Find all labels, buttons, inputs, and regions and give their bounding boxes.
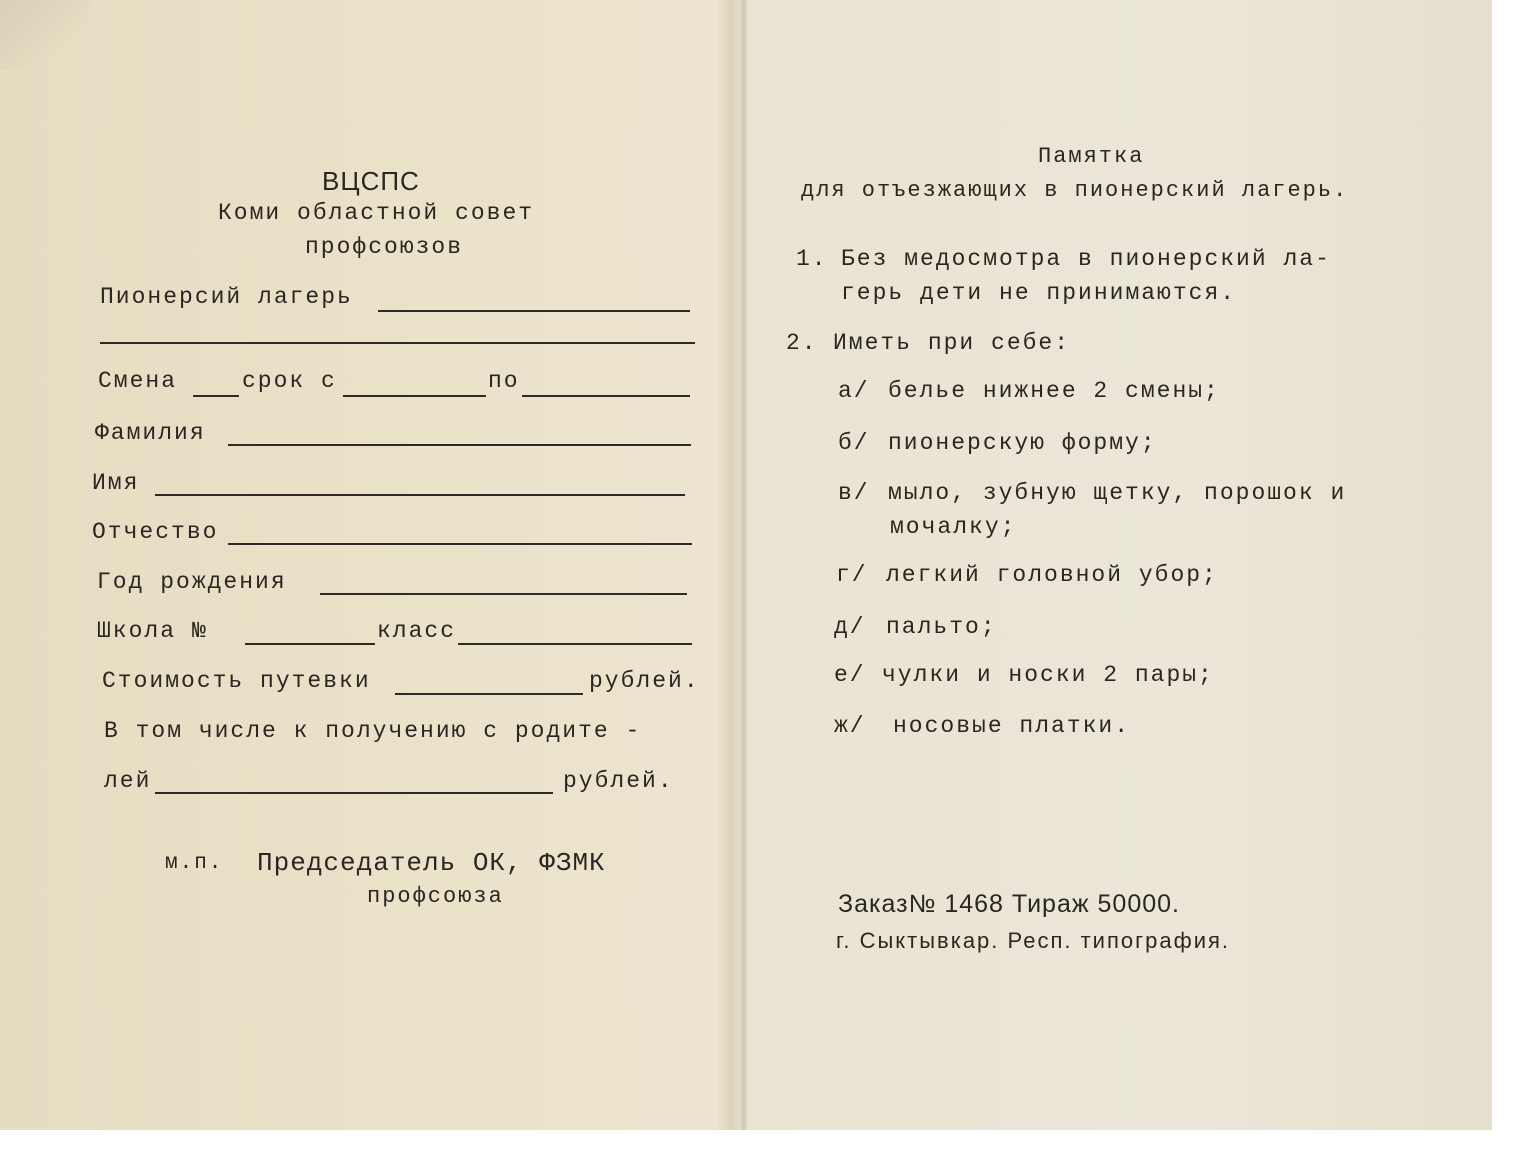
fold-crease: [740, 0, 748, 1130]
name-blank[interactable]: [155, 494, 685, 496]
shift-blank[interactable]: [193, 395, 239, 397]
list-item-text: пальто;: [886, 614, 997, 640]
list-item-text: носовые платки.: [893, 713, 1131, 739]
council-line-2: профсоюзов: [305, 234, 464, 260]
camp-blank[interactable]: [378, 310, 690, 312]
cost-unit: рублей.: [589, 668, 700, 694]
term-from-blank[interactable]: [343, 395, 486, 397]
parents-line-1: В том числе к получению с родите -: [104, 718, 642, 744]
list-item-text: мыло, зубную щетку, порошок и: [888, 480, 1347, 506]
memo-title: Памятка: [1038, 144, 1145, 169]
shift-label: Смена: [98, 368, 178, 394]
list-item-text: легкий головной убор;: [886, 562, 1218, 588]
item-1-line-1: Без медосмотра в пионерский ла-: [841, 246, 1331, 272]
camp-blank-2[interactable]: [100, 342, 695, 344]
school-blank[interactable]: [245, 643, 375, 645]
chairman-line-1: Председатель ОК, ФЗМК: [257, 848, 606, 878]
item-1-line-2: герь дети не принимаются.: [841, 280, 1237, 306]
list-item-mark: а/: [838, 378, 870, 404]
parents-line-2: лей: [104, 768, 152, 794]
org-title: ВЦСПС: [322, 166, 420, 196]
order-info: Заказ№ 1468 Тираж 50000.: [838, 890, 1180, 918]
list-item-mark: в/: [838, 480, 870, 506]
list-item-text: чулки и носки 2 пары;: [882, 662, 1214, 688]
memo-subtitle: для отъезжающих в пионерский лагерь.: [801, 178, 1349, 203]
printer-info: г. Сыктывкар. Респ. типография.: [836, 928, 1231, 953]
surname-blank[interactable]: [228, 444, 691, 446]
council-line-1: Коми областной совет: [218, 200, 535, 226]
parents-unit: рублей.: [563, 768, 674, 794]
birth-year-blank[interactable]: [320, 593, 687, 595]
list-item-mark: д/: [834, 614, 866, 640]
list-item-mark: ж/: [834, 713, 866, 739]
list-item-mark: г/: [836, 562, 868, 588]
name-label: Имя: [92, 470, 140, 496]
camp-label: Пионерсий лагерь: [100, 284, 353, 310]
birth-year-label: Год рождения: [97, 569, 287, 595]
cost-label: Стоимость путевки: [102, 668, 371, 694]
chairman-line-2: профсоюза: [367, 884, 504, 909]
torn-corner: [0, 0, 90, 70]
surname-label: Фамилия: [95, 420, 206, 446]
patronymic-label: Отчество: [92, 519, 219, 545]
item-2-text: Иметь при себе:: [833, 330, 1071, 356]
item-1-number: 1.: [796, 246, 828, 272]
term-to-blank[interactable]: [522, 395, 690, 397]
list-item-text: белье нижнее 2 смены;: [888, 378, 1220, 404]
school-label: Школа №: [97, 618, 208, 644]
stamp-mark: м.п.: [165, 852, 224, 875]
list-item-mark: б/: [838, 430, 870, 456]
cost-blank[interactable]: [395, 693, 583, 695]
item-2-number: 2.: [786, 330, 818, 356]
term-to-label: по: [488, 368, 520, 394]
patronymic-blank[interactable]: [228, 543, 692, 545]
list-item-text-continued: мочалку;: [890, 514, 1017, 540]
class-label: класс: [377, 618, 457, 644]
term-from-label: срок с: [242, 368, 337, 394]
list-item-text: пионерскую форму;: [888, 430, 1157, 456]
class-blank[interactable]: [458, 643, 692, 645]
list-item-mark: е/: [834, 662, 866, 688]
parents-blank[interactable]: [155, 792, 553, 794]
